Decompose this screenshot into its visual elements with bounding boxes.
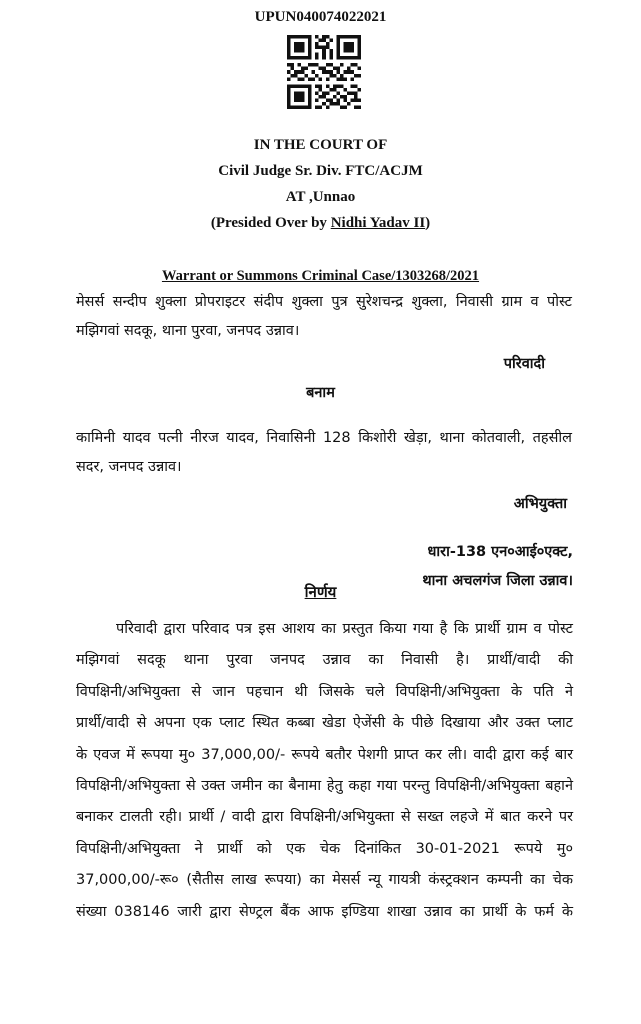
qr-code: [287, 35, 361, 109]
paragraph-line: विपक्षिनी/अभियुक्ता से उक्त जमीन का बैनामा हेतु कहा गया परन्तु विपक्षिनी/अभियुक्ता बहाने: [76, 778, 573, 795]
judge-name: Nidhi Yadav II: [330, 215, 426, 231]
paragraph-line: परिवादी द्वारा परिवाद पत्र इस आशय का प्रस्तुत किया गया है कि प्रार्थी ग्राम व पोस्ट: [116, 621, 573, 637]
complainant-role: परिवादी: [503, 356, 545, 372]
accused-details: [76, 424, 572, 482]
court-location: AT ,Unnao: [285, 189, 356, 205]
paragraph-line: संख्या 038146 जारी द्वारा सेण्ट्रल बैंक आफ इण्डिया शाखा उन्नाव का प्रार्थी के फर्म के: [76, 903, 573, 920]
versus-label: बनाम: [306, 385, 335, 401]
court-heading: IN THE COURT OF: [253, 137, 388, 153]
presiding-officer-line: [0, 215, 641, 232]
paragraph-line: प्रार्थी/वादी से अपना एक प्लाट स्थित कब्बा खेडा ऐजेंसी के पीछे दिखाया और उक्त प्लाट: [76, 715, 573, 732]
judgment-paragraph: [76, 614, 573, 928]
case-number-header: UPUN040074022021: [254, 9, 387, 25]
accused-line: सदर, जनपद उन्नाव।: [76, 459, 182, 475]
paragraph-line: बनाकर टालती रही। प्रार्थी / वादी द्वारा विपक्षिनी/अभियुक्ता से सख्त लहजे में बात करने पर: [76, 809, 573, 826]
complainant-details: [76, 288, 572, 346]
case-title: Warrant or Summons Criminal Case/1303268/2021: [161, 268, 480, 284]
presided-prefix: (Presided Over by: [210, 215, 331, 231]
judgment-heading: निर्णय: [304, 583, 337, 601]
court-designation: Civil Judge Sr. Div. FTC/ACJM: [218, 163, 423, 179]
complainant-line: मझिगवां सदकू, थाना पुरवा, जनपद उन्नाव।: [76, 323, 300, 339]
police-station-line: थाना अचलगंज जिला उन्नाव।: [422, 573, 573, 589]
paragraph-line: 37,000,00/-रू० (सैतीस लाख रूपया) का मेसर्स न्यू गायत्री कंस्ट्रक्शन कम्पनी का चेक: [76, 872, 573, 889]
paragraph-line: मझिगवां सदकू थाना पुरवा जनपद उन्नाव का निवासी है। प्रार्थी/वादी की: [76, 652, 573, 669]
accused-role: अभियुक्ता: [513, 496, 567, 512]
section-line: धारा-138 एन०आई०एक्ट,: [427, 544, 573, 560]
accused-line: कामिनी यादव पत्नी नीरज यादव, निवासिनी 128 किशोरी खेड़ा, थाना कोतवाली, तहसील: [76, 430, 572, 446]
paragraph-line: विपक्षिनी/अभियुक्ता से जान पहचान थी जिसके चले विपक्षिनी/अभियुक्ता के पति ने: [76, 683, 573, 700]
complainant-line: मेसर्स सन्दीप शुक्ला प्रोपराइटर संदीप शुक्ला पुत्र सुरेशचन्द्र शुक्ला, निवासी ग्राम व पोस्ट: [76, 294, 572, 310]
paragraph-line: विपक्षिनी/अभियुक्ता ने प्रार्थी को एक चेक दिनांकित 30-01-2021 रूपये मु०: [76, 840, 573, 857]
presided-suffix: ): [425, 215, 431, 231]
paragraph-line: के एवज में रूपया मु० 37,000,00/- रूपये बतौर पेशगी प्राप्त कर ली। वादी द्वारा कई बार: [76, 746, 573, 763]
